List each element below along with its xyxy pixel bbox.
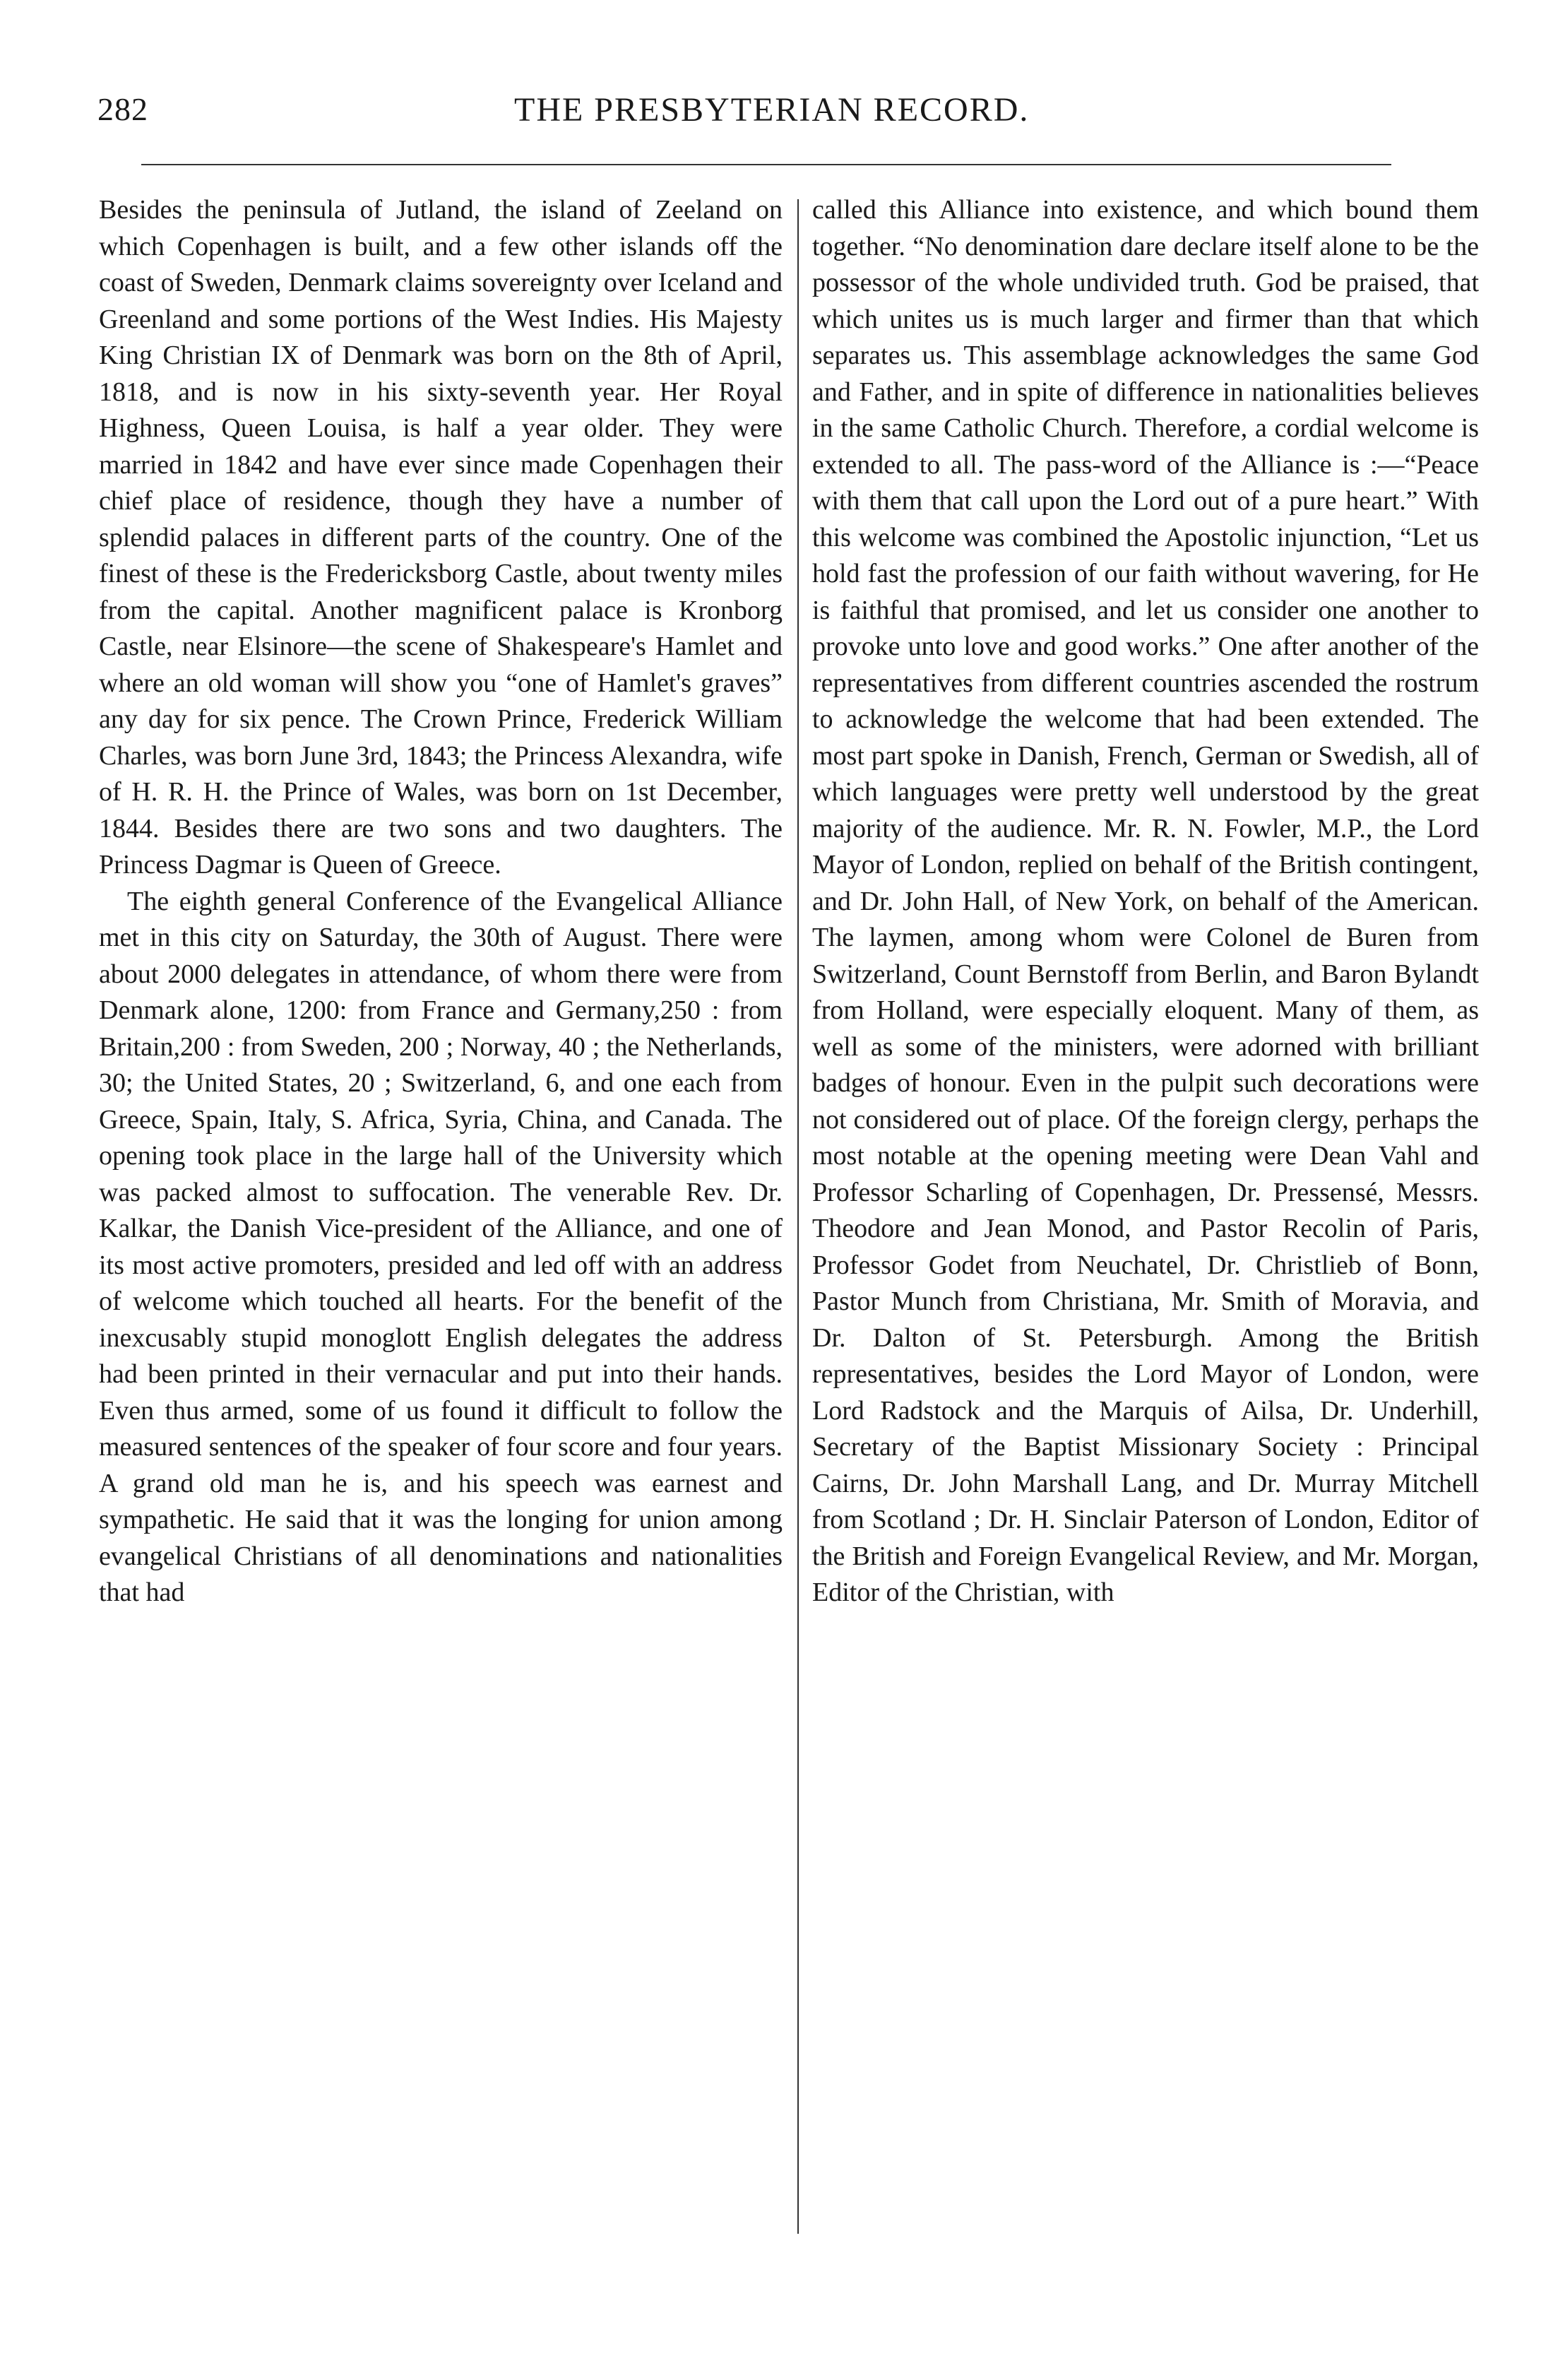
paragraph-conference: The eighth general Conference of the Evangelical Alliance met in this city on Saturday, the 30th of August. There were about 2000 delegates in attendance, of whom there were from Denmark alone, 1200: from France and Germany,250 : from Britain,200 : from Sweden, 200 ; Norway, 40 ; the Netherlands, 30; the United States, 20 ; Switzerland, 6, and one each from Greece, Spain, Italy, S. Africa, Syria, China, and Canada. The opening took place in the large hall of the University which was packed almost to suffocation. The venerable Rev. Dr. Kalkar, the Danish Vice-president of the Alliance, and one of its most active promoters, presided and led off with an address of welcome which touched all hearts. For the benefit of the inexcusably stupid monoglott English delegates the address had been printed in their vernacular and put into their hands. Even thus armed, some of us found it difficult to follow the measured sentences of the speaker of four score and four years. A grand old man he is, and his speech was earnest and sympathetic. He said that it was the longing for union among evangelical Christians of all denominations and nationalities that had bbox=[99, 886, 783, 1607]
running-head bbox=[97, 90, 1446, 140]
journal-title: THE PRESBYTERIAN RECORD. bbox=[514, 91, 1030, 129]
paragraph-denmark: Besides the peninsula of Jutland, the island of Zeeland on which Copenhagen is built, and a few other islands off the coast of Sweden, Denmark claims sovereignty over Iceland and Greenland and some portions of the West Indies. His Majesty King Christian IX of Denmark was born on the 8th of April, 1818, and is now in his sixty-seventh year. Her Royal Highness, Queen Louisa, is half a year older. They were married in 1842 and have ever since made Copenhagen their chief place of residence, though they have a number of splendid palaces in different parts of the country. One of the finest of these is the Fredericksborg Castle, about twenty miles from the capital. Another magnificent palace is Kronborg Castle, near Elsinore—the scene of Shakespeare's Hamlet and where an old woman will show you “one of Hamlet's graves” any day for six pence. The Crown Prince, Frederick William Charles, was born June 3rd, 1843; the Princess Alexandra, wife of H. R. H. the Prince of Wales, was born on 1st December, 1844. Besides there are two sons and two daughters. The Princess Dagmar is Queen of Greece. bbox=[99, 195, 783, 880]
paragraph-alliance-continued: called this Alliance into existence, and which bound them together. “No denomination dare declare itself alone to be the possessor of the whole undivided truth. God be praised, that which unites us is much larger and firmer than that which separates us. This assemblage acknowledges the same God and Father, and in spite of difference in nationalities believes in the same Catholic Church. Therefore, a cordial welcome is extended to all. The pass-word of the Alliance is :—“Peace with them that call upon the Lord out of a pure heart.” With this welcome was combined the Apostolic injunction, “Let us hold fast the profession of our faith without wavering, for He is faithful that promised, and let us consider one another to provoke unto love and good works.” One after another of the representatives from different countries ascended the rostrum to acknowledge the welcome that had been extended. The most part spoke in Danish, French, German or Swedish, all of which languages were pretty well understood by the great majority of the audience. Mr. R. N. Fowler, M.P., the Lord Mayor of London, replied on behalf of the British contingent, and Dr. John Hall, of New York, on behalf of the American. The laymen, among whom were Colonel de Buren from Switzerland, Count Bernstoff from Berlin, and Baron Bylandt from Holland, were especially eloquent. Many of them, as well as some of the ministers, were adorned with brilliant badges of honour. Even in the pulpit such decorations were not considered out of place. Of the foreign clergy, perhaps the most notable at the opening meeting were Dean Vahl and Professor Scharling of Copenhagen, Dr. Pressensé, Messrs. Theodore and Jean Monod, and Pastor Recolin of Paris, Professor Godet from Neuchatel, Dr. Christlieb of Bonn, Pastor Munch from Christiana, Mr. Smith of Moravia, and Dr. Dalton of St. Petersburgh. Among the British representatives, besides the Lord Mayor of London, were Lord Radstock and the Marquis of Ailsa, Dr. Underhill, Secretary of the Baptist Missionary Society : Principal Cairns, Dr. John Marshall Lang, and Dr. Murray Mitchell from Scotland ; Dr. H. Sinclair Paterson of London, Editor of the British and Foreign Evangelical Review, and Mr. Morgan, Editor of the Christian, with bbox=[812, 195, 1479, 1607]
page-number: 282 bbox=[97, 91, 148, 127]
right-column bbox=[812, 192, 1479, 1611]
left-column bbox=[99, 192, 783, 1611]
column-divider bbox=[797, 199, 799, 2234]
header-rule bbox=[141, 164, 1391, 165]
